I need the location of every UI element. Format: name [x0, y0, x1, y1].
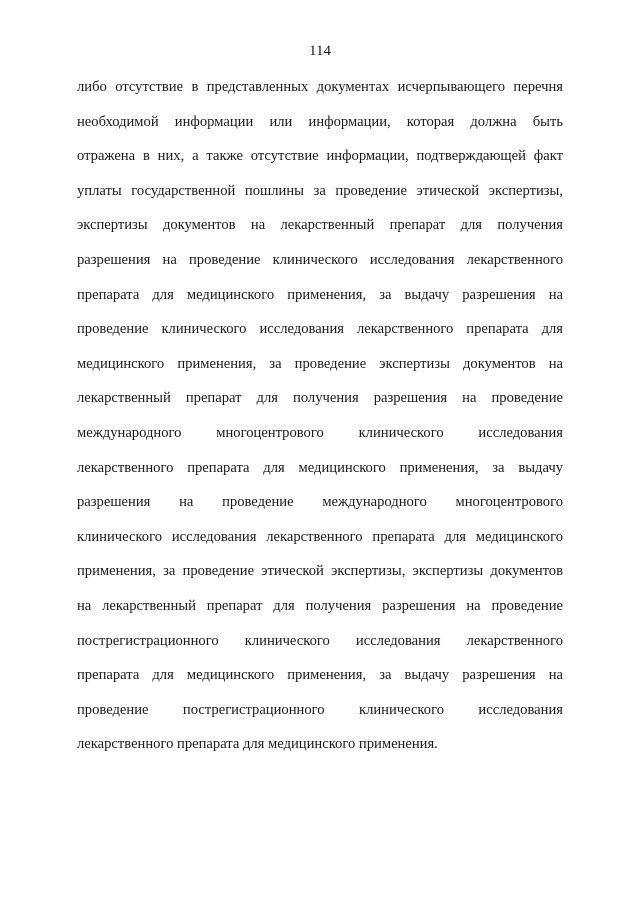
page-number: 114 [309, 43, 331, 59]
document-text-body [77, 70, 563, 762]
text-line: применения, за проведение этической экспертизы, экспертизы документов [77, 563, 563, 580]
text-line: необходимой информации или информации, которая должна быть [77, 113, 563, 130]
text-line: разрешения на проведение клинического исследования лекарственного [77, 251, 563, 268]
text-line: отражена в них, а также отсутствие информации, подтверждающей факт [77, 148, 563, 165]
text-line: разрешения на проведение международного многоцентрового [77, 494, 563, 511]
text-line: лекарственный препарат для получения разрешения на проведение [77, 390, 563, 407]
text-line: пострегистрационного клинического исследования лекарственного [77, 632, 563, 649]
text-line: либо отсутствие в представленных документах исчерпывающего перечня [77, 79, 563, 95]
text-line: проведение клинического исследования лекарственного препарата для [77, 321, 563, 338]
text-line: на лекарственный препарат для получения разрешения на проведение [77, 597, 563, 614]
text-line: проведение пострегистрационного клинического исследования [77, 701, 563, 718]
text-line: медицинского применения, за проведение экспертизы документов на [77, 355, 563, 372]
text-line: уплаты государственной пошлины за проведение этической экспертизы, [77, 182, 563, 199]
text-line: лекарственного препарата для медицинского применения. [77, 736, 438, 753]
text-line: клинического исследования лекарственного препарата для медицинского [77, 528, 563, 545]
text-line: препарата для медицинского применения, за выдачу разрешения на [77, 667, 563, 684]
text-line: препарата для медицинского применения, за выдачу разрешения на [77, 286, 563, 303]
text-line: экспертизы документов на лекарственный препарат для получения [77, 217, 563, 234]
text-line: международного многоцентрового клинического исследования [77, 424, 563, 441]
text-line: лекарственного препарата для медицинского применения, за выдачу [77, 459, 563, 476]
